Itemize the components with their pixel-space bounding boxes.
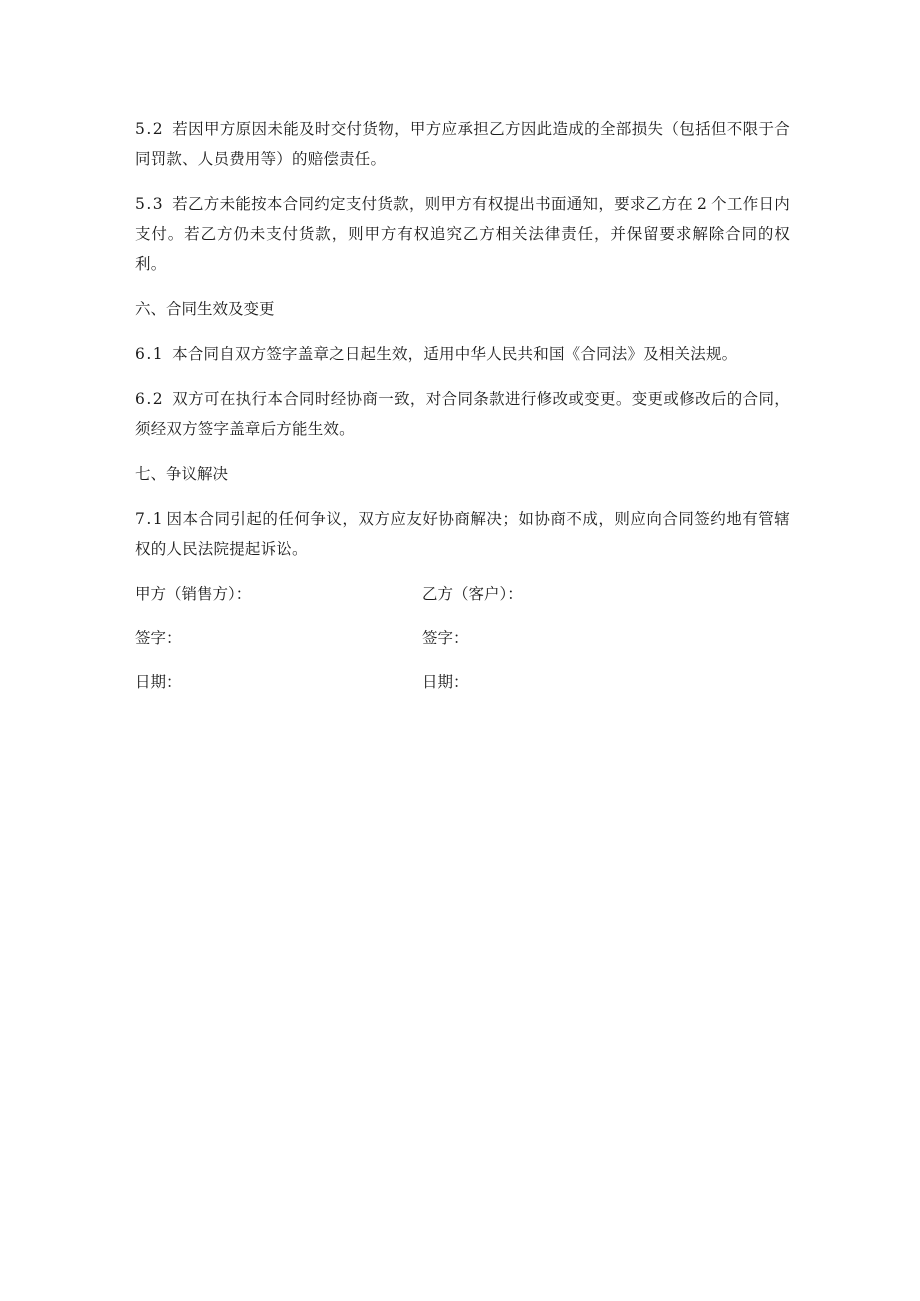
clause-6-2 (135, 384, 790, 444)
clause-text-part1: 若乙方未能按本合同约定支付货款，则甲方有权提出书面通知，要求乙方在 (172, 195, 694, 213)
clause-5-2 (135, 114, 790, 174)
party-b-label: 乙方（客户）： (422, 585, 523, 603)
clause-number: 5.2 (135, 120, 165, 138)
party-b-sign-label: 签字： (422, 629, 469, 647)
clause-number: 7.1 (135, 510, 165, 528)
signature-sign-row (135, 623, 790, 653)
party-b-date-label: 日期： (422, 673, 469, 691)
clause-number: 5.3 (135, 195, 165, 213)
contract-body (135, 114, 790, 711)
section-heading-7: 七、争议解决 (135, 465, 229, 483)
clause-7-1 (135, 504, 790, 564)
party-a-sign-label: 签字： (135, 629, 182, 647)
signature-date-row (135, 667, 790, 697)
clause-text: 因本合同引起的任何争议，双方应友好协商解决；如协商不成，则应向合同签约地有管辖权的人民法院提起诉讼。 (135, 510, 790, 558)
clause-text: 若因甲方原因未能及时交付货物，甲方应承担乙方因此造成的全部损失（包括但不限于合同罚款、人员费用等）的赔偿责任。 (135, 120, 790, 168)
clause-text: 双方可在执行本合同时经协商一致，对合同条款进行修改或变更。变更或修改后的合同，须经双方签字盖章后方能生效。 (135, 390, 790, 438)
clause-number: 6.2 (135, 390, 165, 408)
clause-text-part2: 个工作日内支付。若乙方仍未支付货款，则甲方有权追究乙方相关法律责任，并保留要求解除合同的权利。 (135, 195, 790, 273)
clause-6-1 (135, 339, 790, 369)
section-heading-6: 六、合同生效及变更 (135, 300, 275, 318)
party-a-label: 甲方（销售方）： (135, 585, 252, 603)
clause-5-3 (135, 189, 790, 279)
working-days-number: 2 (697, 195, 708, 213)
clause-number: 6.1 (135, 345, 165, 363)
clause-text: 本合同自双方签字盖章之日起生效，适用中华人民共和国《合同法》及相关法规。 (172, 345, 738, 363)
party-a-date-label: 日期： (135, 673, 182, 691)
signature-party-row (135, 579, 790, 609)
